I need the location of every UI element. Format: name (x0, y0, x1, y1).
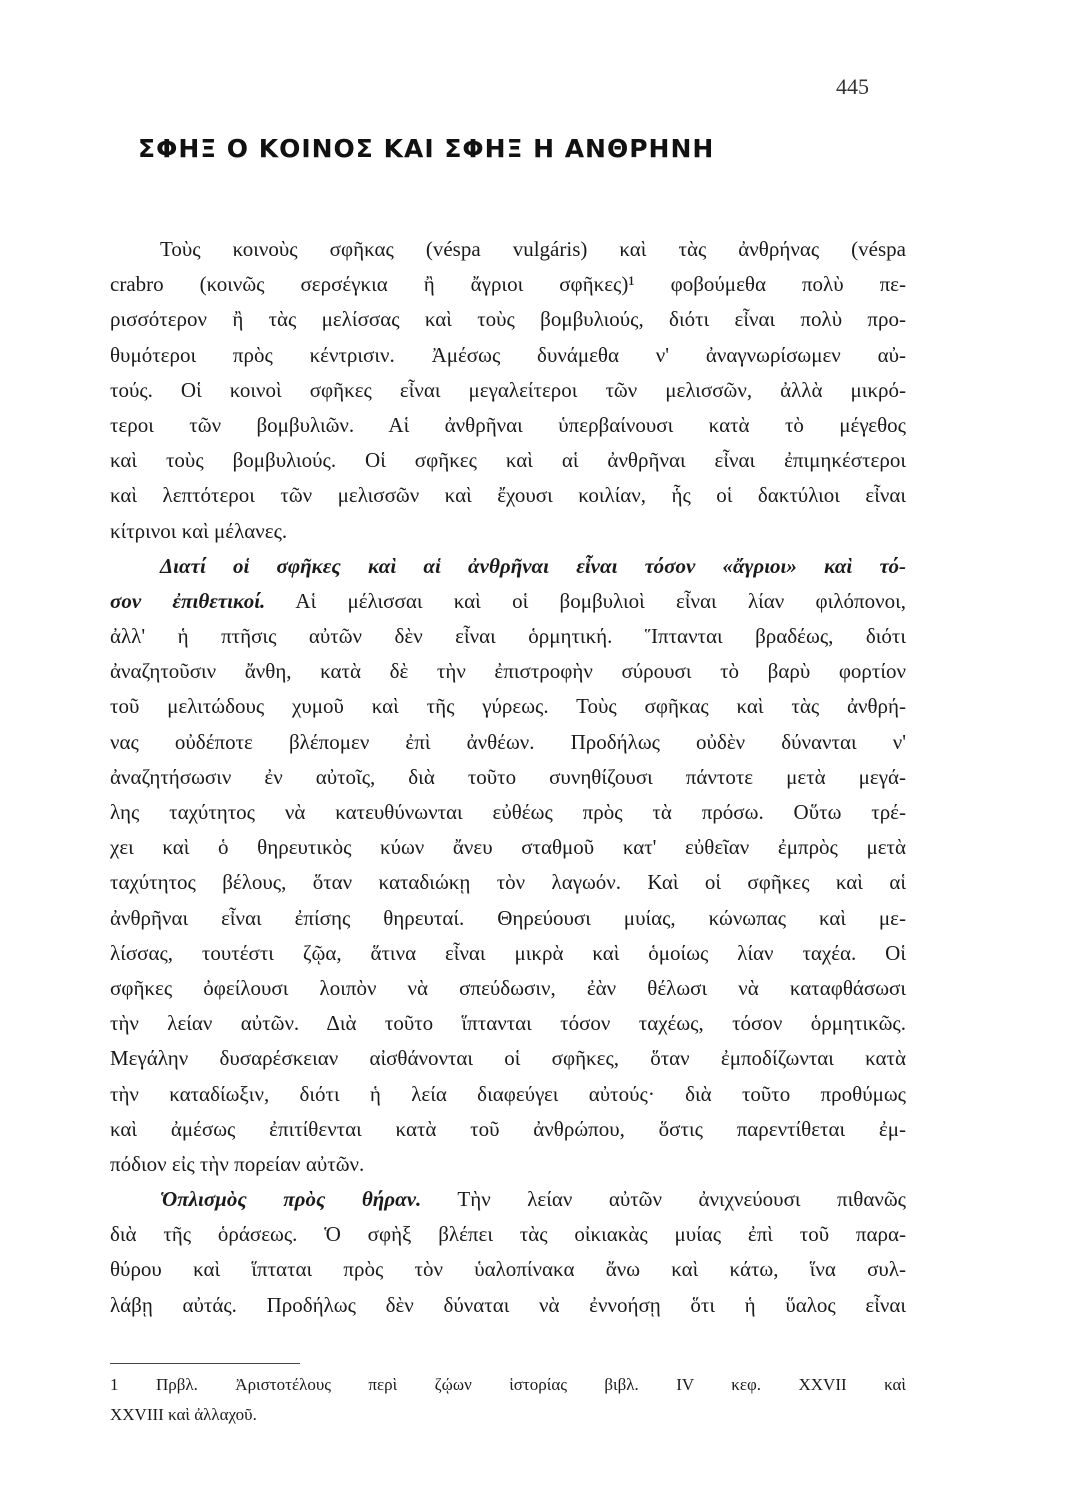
line-text: λης ταχύτητος νὰ κατευθύνωνται εὐθέως πρὸς τὰ πρόσω. Οὕτω τρέ- (110, 800, 906, 824)
text-line (110, 514, 906, 549)
line-text: ταχύτητος βέλους, ὅταν καταδιώκῃ τὸν λαγωόν. Καὶ οἱ σφῆκες καὶ αἱ (110, 870, 906, 895)
page-number: 445 (836, 74, 869, 99)
text-line (110, 830, 906, 865)
chapter-title: ΣΦΗΞ Ο ΚΟΙΝΟΣ ΚΑΙ ΣΦΗΞ Η ΑΝΘΡΗΝΗ (138, 134, 715, 163)
line-text: τούς. Οἱ κοινοὶ σφῆκες εἶναι μεγαλείτεροι τῶν μελισσῶν, ἀλλὰ μικρό- (110, 377, 906, 402)
text-line (110, 795, 906, 830)
line-text: ρισσότερον ἢ τὰς μελίσσας καὶ τοὺς βομβυλιούς, διότι εἶναι πολὺ προ- (110, 307, 906, 332)
text-line (110, 338, 906, 373)
line-text: ἀνθρῆναι εἶναι ἐπίσης θηρευταί. Θηρεύουσι μυίας, κώνωπας καὶ με- (110, 905, 906, 930)
text-line (110, 971, 906, 1006)
text-line (110, 689, 906, 724)
text-line (110, 1041, 906, 1076)
line-text: ἀναζητοῦσιν ἄνθη, κατὰ δὲ τὴν ἐπιστροφὴν σύρουσι τὸ βαρὺ φορτίον (110, 659, 906, 684)
line-text: ἀλλ' ἡ πτῆσις αὐτῶν δὲν εἶναι ὁρμητική. Ἵπτανται βραδέως, διότι (110, 624, 906, 649)
text-line (110, 760, 906, 795)
line-text: λάβῃ αὐτάς. Προδήλως δὲν δύναται νὰ ἐννοήσῃ ὅτι ἡ ὕαλος εἶναι (110, 1292, 906, 1317)
text-line (110, 1288, 906, 1323)
text-line (110, 936, 906, 971)
line-text: πόδιον εἰς τὴν πορείαν αὐτῶν. (110, 1151, 365, 1176)
text-line (110, 725, 906, 760)
text-line (110, 408, 906, 443)
text-line (110, 232, 906, 267)
line-text: λίσσας, τουτέστι ζῷα, ἅτινα εἶναι μικρὰ καὶ ὁμοίως λίαν ταχέα. Οἱ (110, 940, 906, 965)
line-text: κίτρινοι καὶ μέλανες. (110, 518, 288, 543)
text-line (110, 373, 906, 408)
line-text: Τὴν λείαν αὐτῶν ἀνιχνεύουσι πιθανῶς (421, 1187, 906, 1212)
line-text: σφῆκες ὀφείλουσι λοιπὸν νὰ σπεύδωσιν, ἐὰν θέλωσι νὰ καταφθάσωσι (110, 975, 906, 1000)
line-text: Αἱ μέλισσαι καὶ οἱ βομβυλιοὶ εἶναι λίαν φιλόπονοι, (265, 588, 906, 613)
footnote-divider (110, 1363, 300, 1364)
line-text: τοῦ μελιτώδους χυμοῦ καὶ τῆς γύρεως. Τοὺς σφῆκας καὶ τὰς ἀνθρή- (110, 694, 906, 719)
line-text: θύρου καὶ ἵπταται πρὸς τὸν ὑαλοπίνακα ἄνω καὶ κάτω, ἵνα συλ- (110, 1257, 906, 1282)
text-line (110, 865, 906, 900)
body-text (110, 232, 906, 1323)
line-text: χει καὶ ὁ θηρευτικὸς κύων ἄνευ σταθμοῦ κατ' εὐθεῖαν ἐμπρὸς μετὰ (110, 835, 906, 860)
text-line (110, 1217, 906, 1252)
section-heading: Ὁπλισμὸς πρὸς θήραν. (160, 1187, 422, 1212)
line-text: τὴν καταδίωξιν, διότι ἡ λεία διαφεύγει αὐτούς· διὰ τοῦτο προθύμως (110, 1081, 906, 1106)
footnote-line: XXVIII καὶ ἀλλαχοῦ. (110, 1405, 257, 1424)
line-text: καὶ λεπτότεροι τῶν μελισσῶν καὶ ἔχουσι κοιλίαν, ἧς οἱ δακτύλιοι εἶναι (110, 483, 906, 508)
text-line (110, 1252, 906, 1287)
line-text: καὶ ἀμέσως ἐπιτίθενται κατὰ τοῦ ἀνθρώπου, ὅστις παρεντίθεται ἐμ- (110, 1116, 906, 1141)
line-text: Τοὺς κοινοὺς σφῆκας (véspa vulgáris) καὶ τὰς ἀνθρήνας (véspa (160, 237, 906, 261)
text-line (110, 1077, 906, 1112)
section-heading: σον ἐπιθετικοί. (110, 588, 266, 613)
text-line (110, 654, 906, 689)
text-line (110, 1006, 906, 1041)
line-text: καὶ τοὺς βομβυλιούς. Οἱ σφῆκες καὶ αἱ ἀνθρῆναι εἶναι ἐπιμηκέστεροι (110, 448, 906, 473)
line-text: crabro (κοινῶς σερσέγκια ἢ ἄγριοι σφῆκες)¹ φοβούμεθα πολὺ πε- (110, 272, 906, 297)
text-line (110, 901, 906, 936)
section-heading: Διατί οἱ σφῆκες καὶ αἱ ἀνθρῆναι εἶναι τόσον «ἄγριοι» καὶ τό- (160, 553, 906, 578)
line-text: ἀναζητήσωσιν ἐν αὐτοῖς, διὰ τοῦτο συνηθίζουσι πάντοτε μετὰ μεγά- (110, 764, 906, 789)
text-line (110, 443, 906, 478)
text-line (110, 549, 906, 584)
line-text: Μεγάλην δυσαρέσκειαν αἰσθάνονται οἱ σφῆκες, ὅταν ἐμποδίζωνται κατὰ (110, 1046, 906, 1071)
text-line (110, 478, 906, 513)
text-line (110, 1112, 906, 1147)
text-line (110, 267, 906, 302)
footnote-line: 1 Πρβλ. Ἀριστοτέλους περὶ ζῴων ἱστορίας βιβλ. IV κεφ. XXVII καὶ (110, 1375, 906, 1394)
line-text: θυμότεροι πρὸς κέντρισιν. Ἀμέσως δυνάμεθα ν' ἀναγνωρίσωμεν αὐ- (110, 342, 906, 367)
line-text: νας οὐδέποτε βλέπομεν ἐπὶ ἀνθέων. Προδήλως οὐδὲν δύνανται ν' (110, 729, 906, 754)
text-line (110, 1147, 906, 1182)
text-line (110, 1182, 906, 1217)
text-line (110, 584, 906, 619)
line-text: διὰ τῆς ὁράσεως. Ὁ σφὴξ βλέπει τὰς οἰκιακὰς μυίας ἐπὶ τοῦ παρα- (110, 1222, 906, 1247)
footnote (110, 1370, 906, 1430)
line-text: τὴν λείαν αὐτῶν. Διὰ τοῦτο ἵπτανται τόσον ταχέως, τόσον ὁρμητικῶς. (110, 1011, 906, 1036)
text-line (110, 619, 906, 654)
text-line (110, 302, 906, 337)
line-text: τεροι τῶν βομβυλιῶν. Αἱ ἀνθρῆναι ὑπερβαίνουσι κατὰ τὸ μέγεθος (110, 412, 906, 437)
